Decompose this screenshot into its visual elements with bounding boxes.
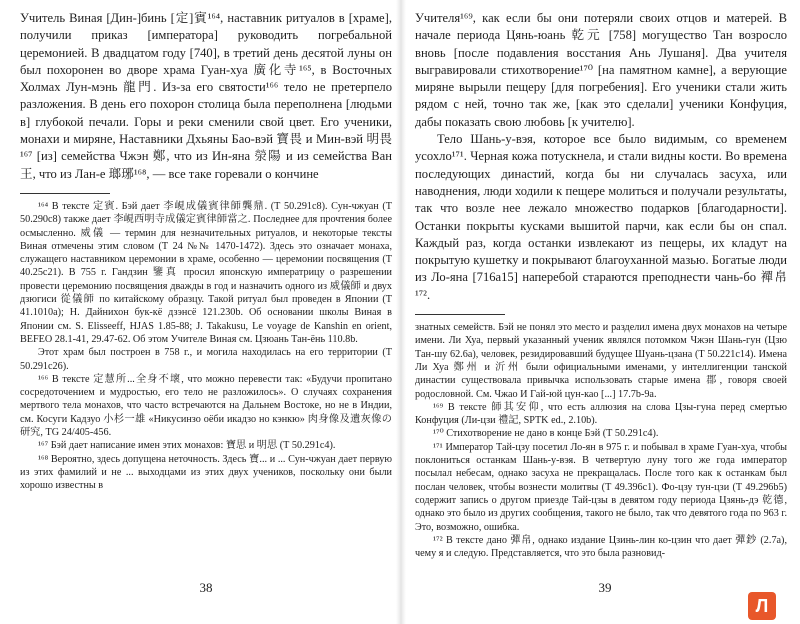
right-page bbox=[415, 10, 787, 560]
book-gutter bbox=[396, 0, 406, 624]
page-number-right: 39 bbox=[598, 580, 612, 595]
footnote-171: ¹⁷¹ Император Тай-цзу посетил Ло-ян в 975 г. и побывал в храме Гуан-хуа, чтобы поклониться останкам Шань-у-вэя. В четвертую луну того же года император посылал небесам, однако засуха не прекращалась. После того как к останкам был послан человек, чтобы вознести молитвы (Т 49.396с1). Фо-цзу тун-цзи (Т 49.296b5) содержит запись о другом приезде Тай-цзы в девятом году периода Цзянь-дэ 乾德, однако это было из других сообщения, такого не было, так что девятого года по 963 г. Это, возможно, ошибка. bbox=[415, 441, 787, 533]
footnote-167: ¹⁶⁷ Бэй дает написание имен этих монахов: 寶思 и 明思 (Т 50.291с4). bbox=[38, 440, 336, 452]
footnote-166: ¹⁶⁶ В тексте 定慧所...全身不壞, что можно перевести так: «Будучи пропитано сосредоточением и мудростью, его тело не разложилось». О случаях сохранения мертвого тела монахов, что часто встречаются на Дальнем Востоке, но не в Индии, см. Косуги Кадзуо 小杉一雄 «Никусинзо оёби икадзо но кэнкю» 肉身像及遺灰像の研究, TG 24/405-456. bbox=[20, 373, 392, 439]
footnote-172: ¹⁷² В тексте дано 彈帛, однако издание Цзинь-лин ко-цзин что дает 彈鈔 (2.7а), чему я и следую. Представляется, что это была разновид- bbox=[415, 534, 787, 560]
right-body-text bbox=[415, 10, 787, 304]
footnote-168-cont: знатных семейств. Бэй не понял это место и разделил имена двух монахов на четыре имени. Ли Хуа, первый указанный ученик являлся потомком Чжэн Шань-гун (Цзю Тан-шу 62.6а), человек, резидировавший будущее Шуань-цзана (Т 50.221с14). Имена Ли Хуа 鄭州 и 沂州 были официальными именами, у интеллигенции танской династии существовала привычка использовать старые имена 郡, говоря своей родословной. См. Чжао И Гай-юй цун-као [...] 17.7b-9а. bbox=[415, 322, 787, 400]
right-body-paragraph-1: Учителя¹⁶⁹, как если бы они потеряли своих отцов и матерей. В начале периода Цянь-юань 乾元 [758] могущество Тан возросло вновь [после подавления восстания Ань Лушаня]. Два учителя выгравировали стихотворение¹⁷⁰ [на памятном камне], а верующие миряне вырыли пещеру [для погребения]. Его ученики стали жить рядом с ней, точно так же, [как это сделали] ученики Конфуция, дабы показать свою любовь [к учителю]. bbox=[415, 11, 787, 129]
left-body-text bbox=[20, 10, 392, 183]
right-footnotes bbox=[415, 321, 787, 560]
left-body-paragraph: Учитель Виная [Дин-]бинь [定]賓¹⁶⁴, наставник ритуалов в [храме], получили приказ [императора] руководить погребальной церемонией. В двадцатом году [740], в третий день десятой луны он был похоронен во дворе храма Гуан-хуа 廣化寺¹⁶⁵, в Восточных Холмах Лун-мэнь 龍門. Из-за его святости¹⁶⁶ тело не претерпело разложения. В день его похорон столица была переполнена [людьми в] глубокой печали. Горы и реки сменили свой цвет. Его ученики, монахи и миряне, Наставники Дхьяны Бао-вэй 寶畏 и Мин-вэй 明畏¹⁶⁷ [из] семейства Чжэн 鄭, что из Ин-яна 滎陽 и из семейства Ван 王, что из Лан-е 瑯琊¹⁶⁸, — все таке горевали о кончине bbox=[20, 11, 392, 181]
footnote-170: ¹⁷⁰ Стихотворение не дано в конце Бэй (Т 50.291с4). bbox=[433, 428, 659, 440]
footnote-rule bbox=[415, 314, 505, 315]
left-page bbox=[20, 10, 392, 493]
footnote-164: ¹⁶⁴ В тексте 定賓. Бэй дает 李峴成儀賓律師龔鼎. (Т 50.291с8). Сун-чжуан (Т 50.290с8) также дает 李峴西明寺成儀定賓律師當之. Последнее для прочтения более осмысленно. 威儀 — термин для незначительных ритуалов, и некоторые тексты Виная отмечены этим словом (Т 24 №№ 1470-1472). Здесь это означает монаха, служащего наставником церемонии в храме, особенно — церемонии посвящения (Т 40.25с21). В 755 г. Гандзин 鑒真 просил японскую императрицу о разрешении провести церемонию посвящения дважды в год и назначить одного из 威儀師 и двух дзюгиси 從儀師 по китайскому образцу. Такой ритуал был проведен в Японии (Т 41.1010а); Н. Дайнихон бук-кё дзэнсё 121.230b. Об основании школы Виная в Японии см. S. Elisseeff, HJAS 1.85-88; J. Takakusu, Le voyage de Kanshin en orient, BEFEO 28.1-41, 29.47-62. Об этом Учителе Виная см. Цзюань Тан-ёнь 110.8b. bbox=[20, 200, 392, 345]
footnote-169: ¹⁶⁹ В тексте 師其安仰, что есть аллюзия на слова Цзы-гуна перед смертью Конфуция (Ли-цзи 禮記, SPTK ed., 2.10b). bbox=[415, 401, 787, 427]
right-body-paragraph-2: Тело Шань-у-вэя, которое все было видимым, со временем усохло¹⁷¹. Черная кожа потускнела, и стали видны кости. Во времена последующих династий, когда бы ни случалась засуха, или наводнения, люди ходили к пещере молиться и получали результаты, так что возле нее лежало множество подарков [благодарности]. Останки покрыты кусками вышитой парчи, как если бы он спал. Каждый раз, когда останки извлекают из пещеры, их кладут на покрытую кушетку и покрывают благоуханной мазью. Богатые люди из Ло-яна [716а15] наперебой стараются преподнести чань-бо 襌帛¹⁷². bbox=[415, 132, 787, 302]
left-footnotes bbox=[20, 200, 392, 493]
page-number-left: 38 bbox=[199, 580, 213, 595]
store-logo-badge: Л bbox=[748, 592, 776, 620]
footnote-164-cont: Этот храм был построен в 758 г., и могила находилась на его территории (Т 50.291с26). bbox=[20, 347, 392, 372]
footnote-168: ¹⁶⁸ Вероятно, здесь допущена неточность. Здесь 寶... и ... Сун-чжуан дает первую из этих фамилий и не ... выходцами из этих двух учеников, поскольку они были хорошо известны в bbox=[20, 453, 392, 492]
footnote-rule bbox=[20, 193, 110, 194]
